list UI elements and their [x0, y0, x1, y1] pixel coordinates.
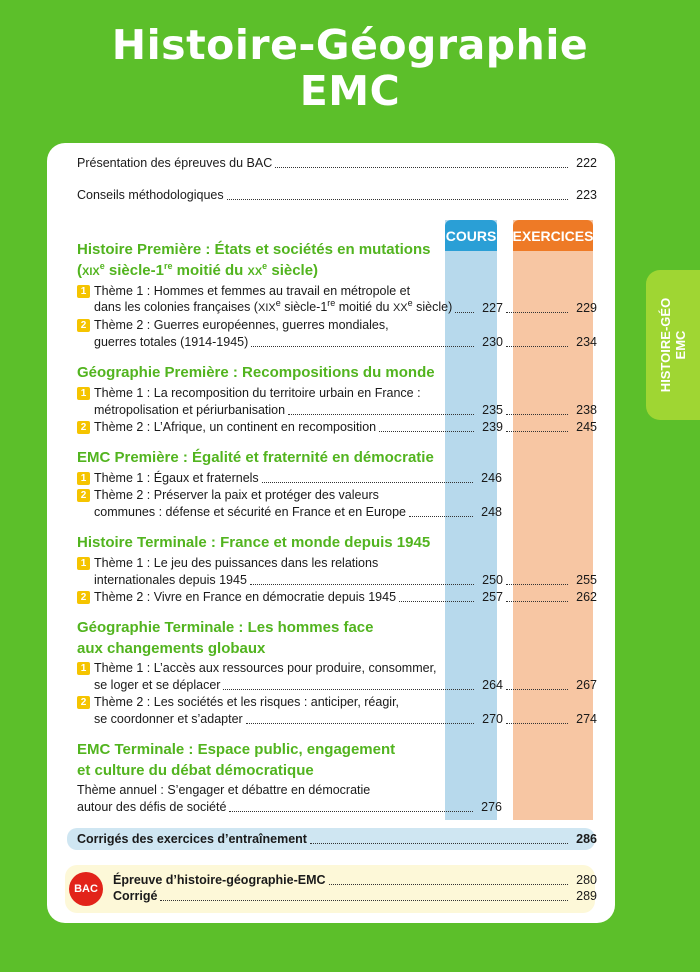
theme-line: Thème 2 : Guerres européennes, guerres mondiales, — [94, 318, 389, 332]
toc-entry-s2-t2[interactable]: Thème 2 : L’Afrique, un continent en recomposition 239 245 — [94, 420, 597, 434]
theme-line: Thème 1 : Le jeu des puissances dans les relations — [94, 556, 379, 570]
toc-entry-s4-t1[interactable]: internationales depuis 1945 250 255 — [94, 573, 597, 587]
toc-entry-epreuve[interactable]: Épreuve d’histoire-géographie-EMC 280 — [113, 873, 597, 887]
page-title — [0, 22, 700, 114]
theme-line: Thème 2 : Les sociétés et les risques : anticiper, réagir, — [94, 695, 400, 709]
theme-number-badge: 2 — [77, 421, 90, 434]
bac-badge: BAC — [69, 872, 103, 906]
theme-number-badge: 2 — [77, 696, 90, 709]
exercices-header: EXERCICES — [513, 220, 593, 251]
toc-entry-corriges[interactable]: Corrigés des exercices d’entraînement 286 — [77, 832, 597, 846]
toc-entry-s2-t1[interactable]: métropolisation et périurbanisation 235 238 — [94, 403, 597, 417]
section-title-histoire-premiere: Histoire Première : États et sociétés en mutations — [77, 241, 431, 258]
toc-entry-s1-t2[interactable]: guerres totales (1914-1945) 230 234 — [94, 335, 597, 349]
theme-number-badge: 1 — [77, 557, 90, 570]
toc-entry-conseils[interactable]: Conseils méthodologiques 223 — [77, 188, 597, 202]
cours-header: COURS — [445, 220, 497, 251]
section-subtitle-geo-terminale: aux changements globaux — [77, 640, 266, 657]
theme-line: Thème annuel : S’engager et débattre en démocratie — [77, 783, 371, 797]
toc-entry-s3-t1[interactable]: Thème 1 : Égaux et fraternels 246 — [94, 471, 502, 485]
theme-number-badge: 2 — [77, 319, 90, 332]
toc-entry-s5-t1[interactable]: se loger et se déplacer 264 267 — [94, 678, 597, 692]
toc-entry-s3-t2[interactable]: communes : défense et sécurité en France et en Europe 248 — [94, 505, 502, 519]
toc-entry-s5-t2[interactable]: se coordonner et s’adapter 270 274 — [94, 712, 597, 726]
theme-number-badge: 1 — [77, 285, 90, 298]
toc-entry-s4-t2[interactable]: Thème 2 : Vivre en France en démocratie depuis 1945 257 262 — [94, 590, 597, 604]
section-title-histoire-terminale: Histoire Terminale : France et monde depuis 1945 — [77, 534, 431, 551]
toc-entry-presentation[interactable]: Présentation des épreuves du BAC 222 — [77, 156, 597, 170]
theme-number-badge: 1 — [77, 662, 90, 675]
title-line-2: EMC — [299, 67, 401, 115]
toc-entry-s1-t1[interactable]: dans les colonies françaises (XIXe siècle-1re moitié du XXe siècle) 227 229 — [94, 297, 597, 315]
section-title-geo-terminale: Géographie Terminale : Les hommes face — [77, 619, 374, 636]
theme-line: Thème 1 : Hommes et femmes au travail en métropole et — [94, 284, 411, 298]
section-title-emc-premiere: EMC Première : Égalité et fraternité en démocratie — [77, 449, 434, 466]
theme-number-badge: 2 — [77, 591, 90, 604]
theme-number-badge: 2 — [77, 489, 90, 502]
theme-line: Thème 1 : L’accès aux ressources pour produire, consommer, — [94, 661, 437, 675]
section-subtitle-histoire-premiere: (XIXe siècle-1re moitié du XXe siècle) — [77, 261, 319, 279]
toc-entry-corrige[interactable]: Corrigé 289 — [113, 889, 597, 903]
side-tab[interactable] — [646, 270, 700, 420]
section-title-emc-terminale: EMC Terminale : Espace public, engagement — [77, 741, 396, 758]
theme-line: Thème 1 : La recomposition du territoire urbain en France : — [94, 386, 421, 400]
section-subtitle-emc-terminale: et culture du débat démocratique — [77, 762, 314, 779]
side-tab-line-1: HISTOIRE-GÉO — [658, 297, 674, 393]
theme-number-badge: 1 — [77, 472, 90, 485]
title-line-1: Histoire-Géographie — [111, 21, 589, 69]
side-tab-line-2: EMC — [673, 330, 689, 360]
toc-card — [47, 143, 615, 923]
section-title-geo-premiere: Géographie Première : Recompositions du monde — [77, 364, 435, 381]
toc-entry-s6-t[interactable]: autour des défis de société 276 — [77, 800, 502, 814]
theme-number-badge: 1 — [77, 387, 90, 400]
theme-line: Thème 2 : Préserver la paix et protéger des valeurs — [94, 488, 379, 502]
